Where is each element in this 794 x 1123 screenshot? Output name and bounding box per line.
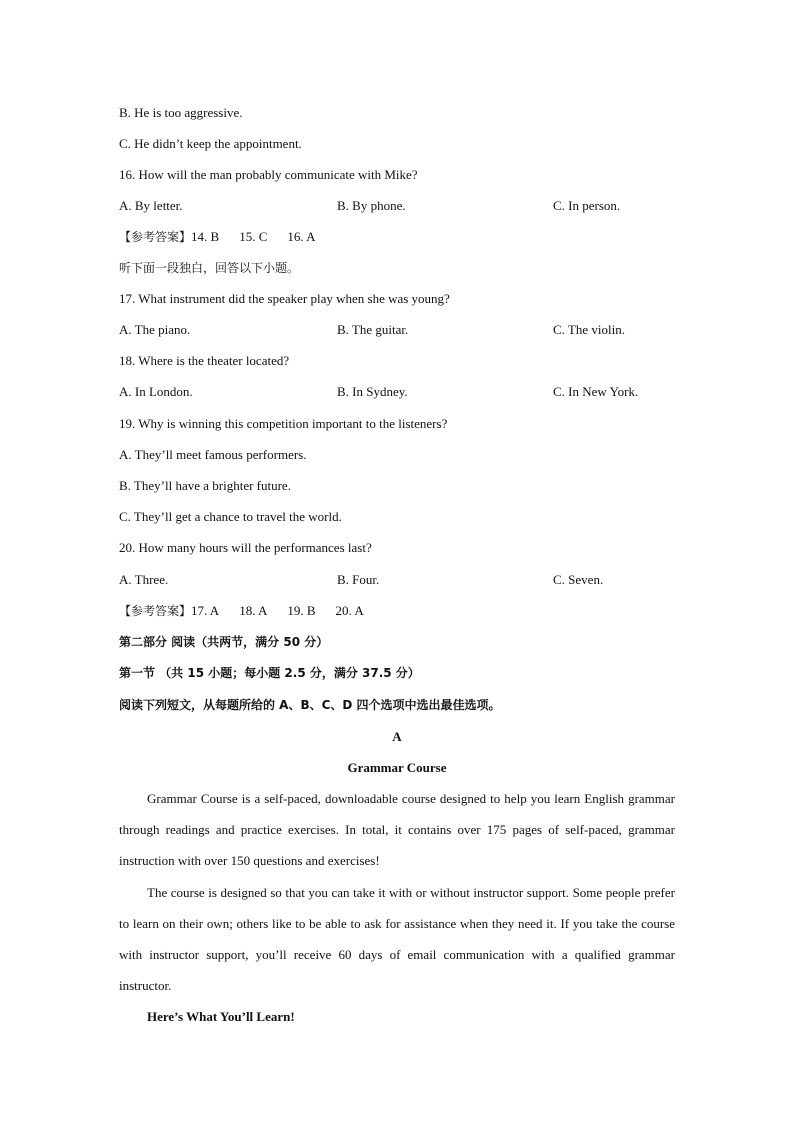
answer-item: 19. B (287, 603, 316, 618)
q17-option-c: C. The violin. (553, 322, 625, 337)
q19-option-b: B. They’ll have a brighter future. (119, 478, 291, 493)
q19-option-c: C. They’ll get a chance to travel the world. (119, 509, 342, 524)
section1-title: 第一节 （共 15 小题；每小题 2.5 分，满分 37.5 分） (119, 666, 420, 680)
answer-item: 14. B (191, 229, 220, 244)
passage-title: Grammar Course (347, 760, 447, 775)
q20-option-c: C. Seven. (553, 572, 604, 587)
answer-key-label: 【参考答案】 (119, 604, 192, 618)
q16-option-c: C. In person. (553, 198, 621, 213)
part2-title: 第二部分 阅读（共两节，满分 50 分） (119, 635, 329, 649)
q20-option-b: B. Four. (337, 572, 380, 587)
answer-item: 15. C (239, 229, 268, 244)
question-17: 17. What instrument did the speaker play when she was young? (119, 291, 450, 306)
question-16: 16. How will the man probably communicate with Mike? (119, 167, 418, 182)
q17-option-b: B. The guitar. (337, 322, 409, 337)
monologue-instruction: 听下面一段独白，回答以下小题。 (119, 261, 300, 275)
q17-option-a: A. The piano. (119, 322, 191, 337)
answer-key-1 (119, 228, 675, 246)
question-18: 18. Where is the theater located? (119, 353, 290, 368)
answer-item: 16. A (287, 229, 316, 244)
q20-option-a: A. Three. (119, 572, 169, 587)
q16-option-a: A. By letter. (119, 198, 183, 213)
answer-key-label: 【参考答案】 (119, 230, 192, 244)
question-20: 20. How many hours will the performances last? (119, 540, 372, 555)
q15-option-c: C. He didn’t keep the appointment. (119, 136, 302, 151)
q15-option-b: B. He is too aggressive. (119, 105, 243, 120)
answer-item: 17. A (191, 603, 220, 618)
passage-paragraph-1: Grammar Course is a self-paced, downloadable course designed to help you learn English grammar through readings and practice exercises. In total, it contains over 175 pages of self-paced, grammar instruction with over 150 questions and exercises! (119, 791, 675, 868)
passage-paragraph-2: The course is designed so that you can take it with or without instructor support. Some people prefer to learn on their own; others like to be able to ask for assistance when they need it. If you take the course with instructor support, you’ll receive 60 days of email communication with a qualified grammar instructor. (119, 885, 675, 993)
answer-item: 18. A (239, 603, 268, 618)
q18-option-c: C. In New York. (553, 384, 639, 399)
answer-item: 20. A (335, 603, 364, 618)
q18-option-a: A. In London. (119, 384, 193, 399)
reading-instruction: 阅读下列短文，从每题所给的 A、B、C、D 四个选项中选出最佳选项。 (119, 698, 501, 712)
passage-letter: A (392, 729, 402, 744)
answer-key-2 (119, 602, 675, 620)
q19-option-a: A. They’ll meet famous performers. (119, 447, 307, 462)
question-19: 19. Why is winning this competition important to the listeners? (119, 416, 448, 431)
learn-heading: Here’s What You’ll Learn! (147, 1009, 295, 1024)
q16-option-b: B. By phone. (337, 198, 406, 213)
q18-option-b: B. In Sydney. (337, 384, 408, 399)
